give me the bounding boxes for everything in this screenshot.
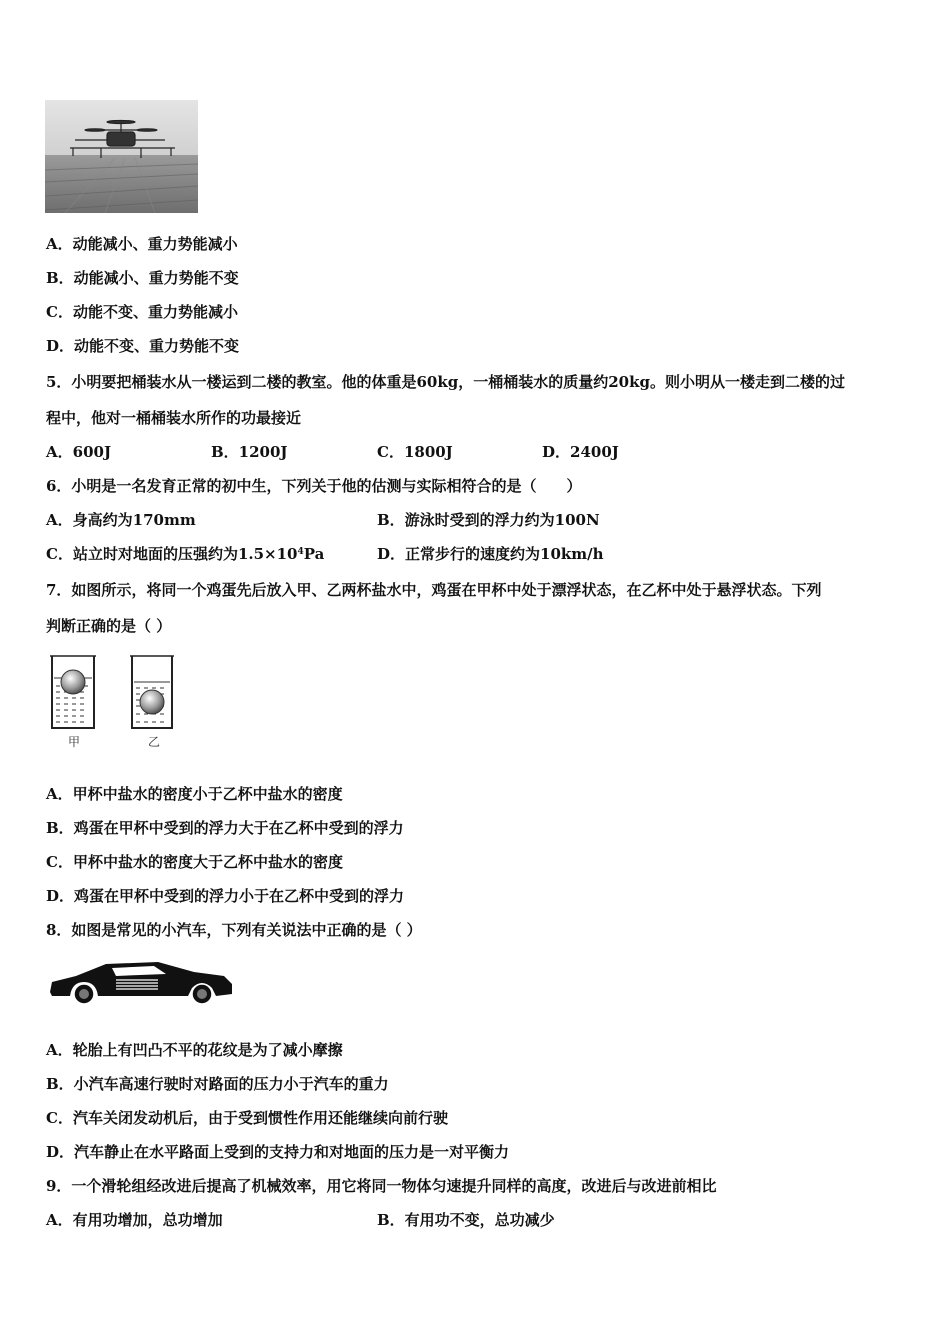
egg-suspended — [140, 690, 164, 714]
q8-stem: 8．如图是常见的小汽车，下列有关说法中正确的是（ ） — [46, 921, 422, 939]
q9-stem: 9．一个滑轮组经改进后提高了机械效率，用它将同一物体匀速提升同样的高度，改进后与改进前相比 — [46, 1177, 717, 1195]
q4-option-d: D．动能不变、重力势能不变 — [46, 337, 240, 355]
egg-floating — [61, 670, 85, 694]
q7-option-d: D．鸡蛋在甲杯中受到的浮力小于在乙杯中受到的浮力 — [46, 887, 405, 905]
q6-option-b: B．游泳时受到的浮力约为100N — [377, 511, 600, 529]
q5-option-c: C．1800J — [377, 443, 453, 461]
q8-option-c: C．汽车关闭发动机后，由于受到惯性作用还能继续向前行驶 — [46, 1109, 448, 1127]
q5-option-b: B．1200J — [211, 443, 288, 461]
q4-option-a: A．动能减小、重力势能减小 — [46, 235, 238, 253]
q8-option-b: B．小汽车高速行驶时对路面的压力小于汽车的重力 — [46, 1075, 389, 1093]
q5-stem-line1: 5．小明要把桶装水从一楼运到二楼的教室。他的体重是60kg，一桶桶装水的质量约20kg。则小明从一楼走到二楼的过 — [46, 373, 845, 391]
drone-photo — [45, 100, 198, 213]
q6-option-d: D．正常步行的速度约为10km/h — [377, 545, 604, 563]
q6-option-c: C．站立时对地面的压强约为$1.5\times 10^4Pa$ — [46, 545, 325, 563]
q9-option-a: A．有用功增加，总功增加 — [46, 1211, 223, 1229]
q8-option-d: D．汽车静止在水平路面上受到的支持力和对地面的压力是一对平衡力 — [46, 1143, 510, 1161]
q6-stem: 6．小明是一名发育正常的初中生，下列关于他的估测与实际相符合的是（ ） — [46, 477, 582, 495]
q7-option-b: B．鸡蛋在甲杯中受到的浮力大于在乙杯中受到的浮力 — [46, 819, 404, 837]
q7-stem-line1: 7．如图所示，将同一个鸡蛋先后放入甲、乙两杯盐水中，鸡蛋在甲杯中处于漂浮状态，在乙杯中处于悬浮状态。下列 — [46, 581, 822, 599]
q5-option-d: D．2400J — [542, 443, 619, 461]
q7-stem-line2: 判断正确的是（ ） — [46, 617, 172, 635]
q8-option-a: A．轮胎上有凹凸不平的花纹是为了减小摩擦 — [46, 1041, 343, 1059]
beakers-figure — [46, 652, 176, 752]
q7-option-a: A．甲杯中盐水的密度小于乙杯中盐水的密度 — [46, 785, 343, 803]
q6-option-a: A．身高约为170mm — [46, 511, 196, 529]
q9-option-b: B．有用功不变，总功减少 — [377, 1211, 555, 1229]
q7-option-c: C．甲杯中盐水的密度大于乙杯中盐水的密度 — [46, 853, 343, 871]
q5-option-a: A．600J — [46, 443, 112, 461]
label-jia: 甲 — [68, 735, 81, 749]
q5-stem-line2: 程中，他对一桶桶装水所作的功最接近 — [46, 409, 302, 427]
q4-option-c: C．动能不变、重力势能减小 — [46, 303, 238, 321]
q4-option-b: B．动能减小、重力势能不变 — [46, 269, 239, 287]
sports-car-figure — [46, 956, 236, 1006]
label-yi: 乙 — [148, 735, 161, 749]
